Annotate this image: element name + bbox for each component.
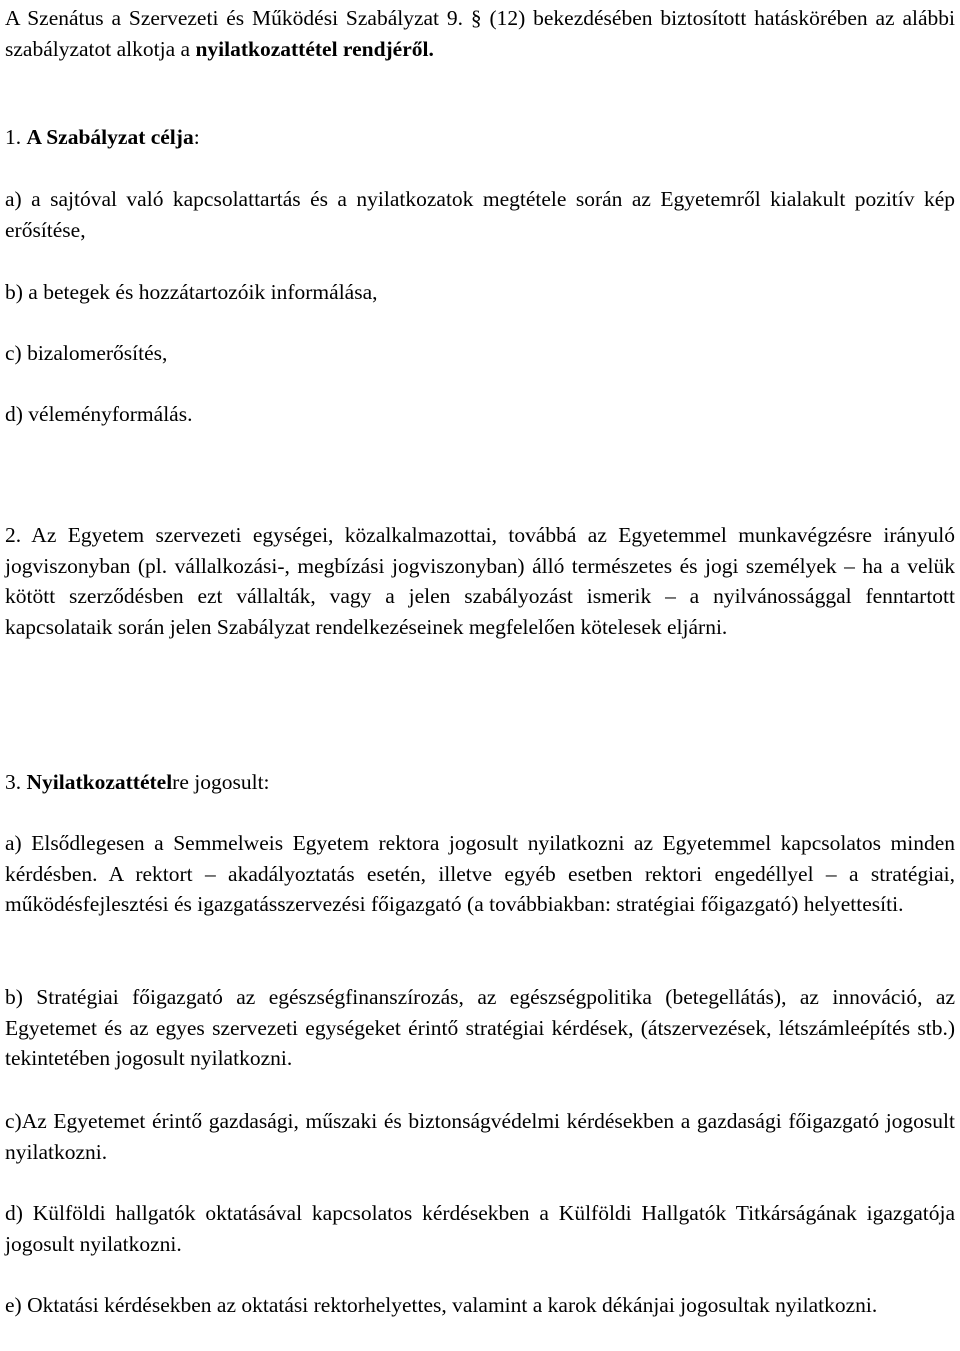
section-3-item-c: c)Az Egyetemet érintő gazdasági, műszaki és biztonságvédelmi kérdésekben a gazdasági főigazgató jogosult nyilatkozni.: [5, 1109, 955, 1164]
section-1-item-b: b) a betegek és hozzátartozóik informálása,: [5, 280, 378, 304]
section-3-title-rest: re jogosult:: [172, 770, 270, 794]
section-3-item-a: a) Elsődlegesen a Semmelweis Egyetem rektora jogosult nyilatkozni az Egyetemmel kapcsolatos minden kérdésben. A rektort – akadályoztatás esetén, illetve egyéb esetben rektori engedéllyel – a stratégiai, működésfejlesztési és igazgatásszervezési főigazgató (a továbbiakban: stratégiai főigazgató) helyettesíti.: [5, 831, 955, 916]
section-3-item-e: e) Oktatási kérdésekben az oktatási rektorhelyettes, valamint a karok dékánjai jogosultak nyilatkozni.: [5, 1293, 878, 1317]
intro-title-bold: nyilatkozattétel rendjéről.: [195, 36, 434, 61]
section-2-paragraph: 2. Az Egyetem szervezeti egységei, közalkalmazottai, továbbá az Egyetemmel munkavégzésre irányuló jogviszonyban (pl. vállalkozási-, megbízási jogviszonyban) álló természetes és jogi személyek – ha a velük kötött szerződésben ezt vállalták, vagy a jelen szabályozást ismerik – a nyilvánossággal fenntartott kapcsolataik során jelen Szabályzat rendelkezéseinek megfelelően kötelesek eljárni.: [5, 523, 955, 639]
section-1-item-c: c) bizalomerősítés,: [5, 341, 168, 365]
section-1-item-d: d) véleményformálás.: [5, 402, 193, 426]
section-1-item-a: a) a sajtóval való kapcsolattartás és a nyilatkozatok megtétele során az Egyetemről kialakult pozitív kép erősítése,: [5, 187, 955, 242]
intro-text: A Szenátus a Szervezeti és Működési Szabályzat 9. § (12) bekezdésében biztosított hatáskörében az alábbi szabályzatot alkotja a: [5, 6, 955, 61]
section-3-number: 3.: [5, 770, 27, 794]
section-3-item-d: d) Külföldi hallgatók oktatásával kapcsolatos kérdésekben a Külföldi Hallgatók Titkárságának igazgatója jogosult nyilatkozni.: [5, 1201, 955, 1256]
section-1-title: A Szabályzat célja: [26, 125, 194, 149]
intro-paragraph: [5, 3, 955, 64]
section-1-heading: [5, 122, 955, 153]
section-1-number: 1.: [5, 125, 27, 149]
section-3-heading: [5, 767, 955, 798]
section-3-title-bold: Nyilatkozattétel: [26, 770, 173, 794]
section-3-item-b: b) Stratégiai főigazgató az egészségfinanszírozás, az egészségpolitika (betegellátás), az innováció, az Egyetemet és az egyes szervezeti egységeket érintő stratégiai kérdések, (átszervezések, létszámleépítés stb.) tekintetében jogosult nyilatkozni.: [5, 985, 955, 1070]
section-1-colon: :: [193, 125, 200, 149]
